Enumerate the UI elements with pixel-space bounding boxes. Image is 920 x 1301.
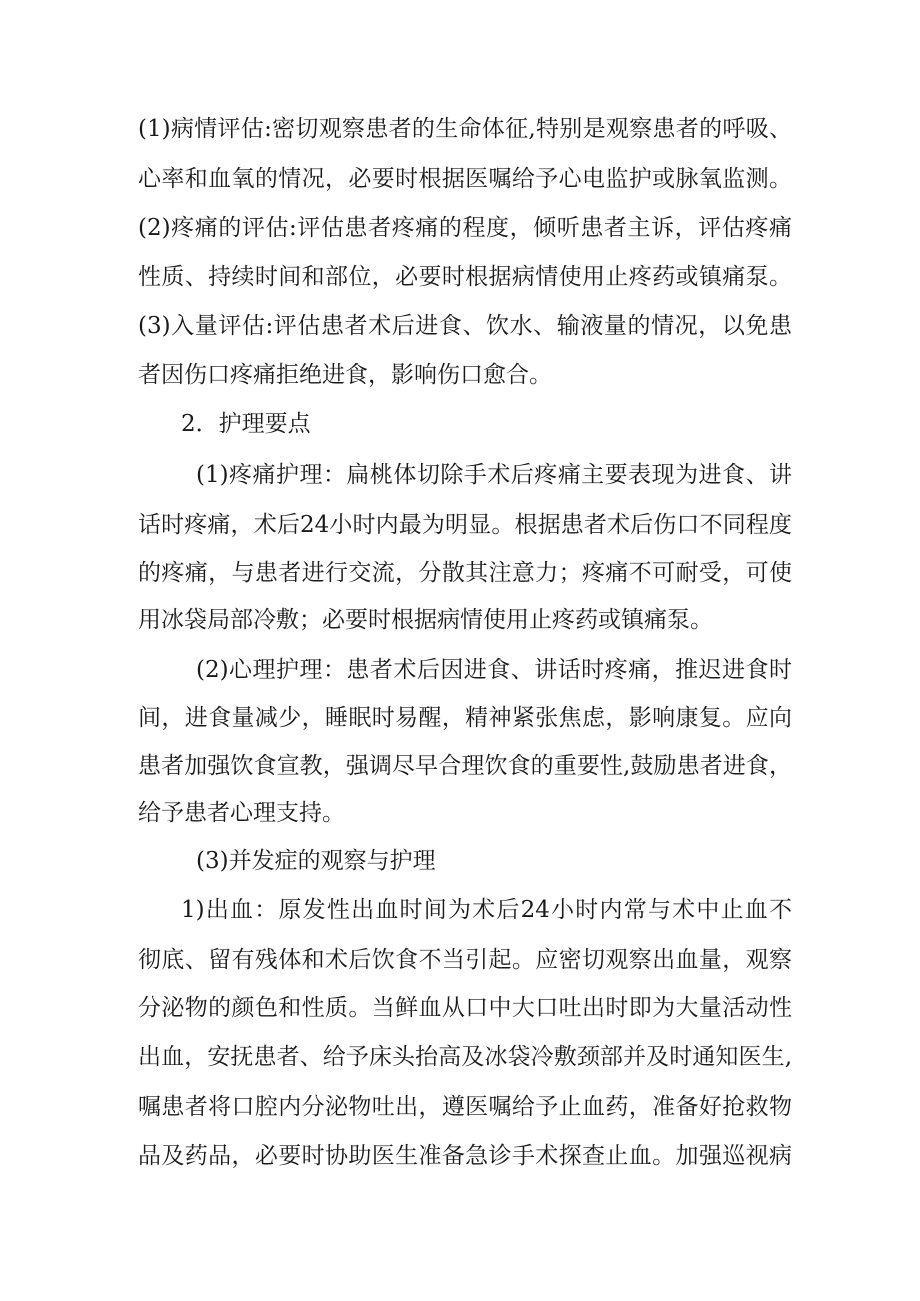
subsection-heading: (3)并发症的观察与护理	[196, 848, 436, 874]
text-line: (1)疼痛护理：扁桃体切除手术后疼痛主要表现为进食、讲	[196, 462, 792, 488]
text-line: 的疼痛，与患者进行交流，分散其注意力；疼痛不可耐受，可使	[138, 560, 792, 586]
text-line: 分泌物的颜色和性质。当鲜血从口中大口吐出时即为大量活动性	[138, 995, 792, 1021]
text-line: 出血，安抚患者、给予床头抬高及冰袋冷敷颈部并及时通知医生,	[138, 1044, 792, 1070]
text-line: 话时疼痛，术后24小时内最为明显。根据患者术后伤口不同程度	[138, 512, 792, 538]
text-line: 1)出血：原发性出血时间为术后24小时内常与术中止血不	[181, 897, 792, 923]
text-line: (1)病情评估:密切观察患者的生命体征,特别是观察患者的呼吸、	[138, 116, 792, 142]
text-line: 给予患者心理支持。	[138, 800, 345, 826]
text-line: (3)入量评估:评估患者术后进食、饮水、输液量的情况，以免患	[138, 313, 792, 339]
text-line: (2)疼痛的评估:评估患者疼痛的程度，倾听患者主诉，评估疼痛	[138, 215, 792, 241]
text-line: 嘱患者将口腔内分泌物吐出，遵医嘱给予止血药，准备好抢救物	[138, 1094, 792, 1120]
text-line: 间，进食量减少，睡眠时易醒，精神紧张焦虑，影响康复。应向	[138, 705, 792, 731]
text-line: 彻底、留有残体和术后饮食不当引起。应密切观察出血量，观察	[138, 947, 792, 973]
text-line: 性质、持续时间和部位，必要时根据病情使用止疼药或镇痛泵。	[138, 264, 792, 290]
text-line: (2)心理护理：患者术后因进食、讲话时疼痛，推迟进食时	[196, 657, 792, 683]
text-line: 者因伤口疼痛拒绝进食，影响伤口愈合。	[138, 362, 552, 388]
text-line: 患者加强饮食宣教，强调尽早合理饮食的重要性,鼓励患者进食，	[138, 753, 792, 779]
text-line: 用冰袋局部冷敷；必要时根据病情使用止疼药或镇痛泵。	[138, 607, 713, 633]
section-heading: 2．护理要点	[181, 411, 311, 437]
text-line: 心率和血氧的情况，必要时根据医嘱给予心电监护或脉氧监测。	[138, 166, 792, 192]
text-line: 品及药品，必要时协助医生准备急诊手术探查止血。加强巡视病	[138, 1143, 792, 1169]
